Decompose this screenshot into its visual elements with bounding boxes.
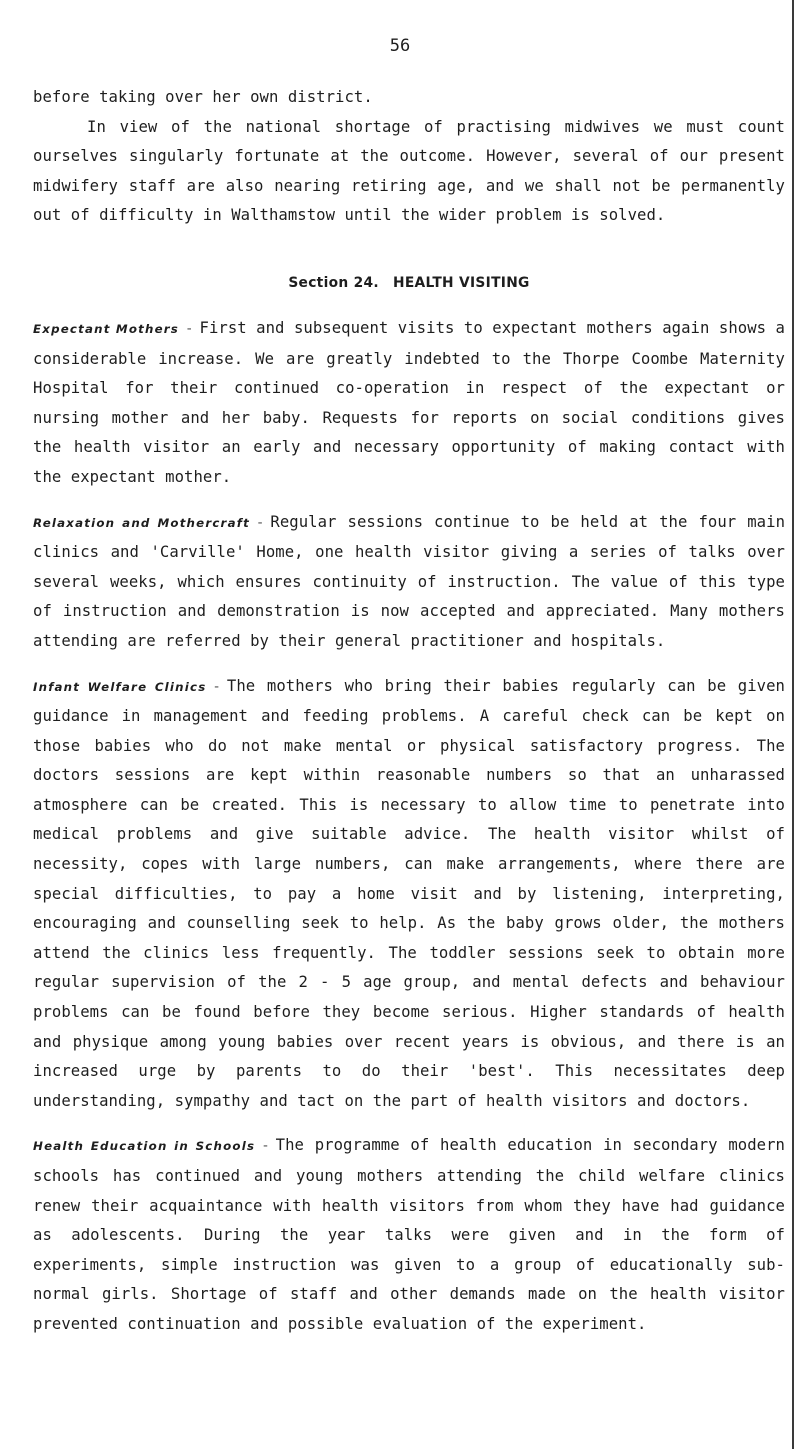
- page-content: [33, 83, 785, 1355]
- paragraph-text: First and subsequent visits to expectant mothers again shows a considerable increase. We are greatly indebted to the Thorpe Coombe Maternity Hospital for their continued co-operation in respect of the expectant or nursing mother and her baby. Requests for reports on social conditions gives the health visitor an early and necessary opportunity of making contact with the expectant mother.: [33, 318, 785, 486]
- subheading-expectant-mothers: Expectant Mothers: [33, 321, 180, 336]
- paragraph-text: The mothers who bring their babies regularly can be given guidance in management and feeding problems. A careful check can be kept on those babies who do not make mental or physical satisfactory progress. The doctors sessions are kept within reasonable numbers so that an unharassed atmosphere can be created. This is necessary to allow time to penetrate into medical problems and give suitable advice. The health visitor whilst of necessity, copes with large numbers, can make arrangements, where there are special difficulties, to pay a home visit and by listening, interpreting, encouraging and counselling seek to help. As the baby grows older, the mothers attend the clinics less frequently. The toddler sessions seek to obtain more regular supervision of the 2 - 5 age group, and mental defects and behaviour problems can be found before they become serious. Higher standards of health and physique among young babies over recent years is obvious, and there is an increased urge by parents to do their 'best'. This necessitates deep understanding, sympathy and tact on the part of health visitors and doctors.: [33, 676, 785, 1110]
- section-heading: [33, 272, 785, 294]
- intro-continuation: before taking over her own district.: [33, 88, 373, 106]
- paragraph-health-education-schools: [33, 1131, 785, 1339]
- subheading-separator: -: [185, 320, 194, 337]
- subheading-separator: -: [255, 514, 265, 531]
- subheading-infant-welfare-clinics: Infant Welfare Clinics: [33, 679, 207, 694]
- subheading-health-education-schools: Health Education in Schools: [33, 1139, 256, 1154]
- subheading-separator: -: [212, 678, 221, 695]
- subheading-relaxation-mothercraft: Relaxation and Mothercraft: [33, 515, 250, 530]
- intro-paragraph: In view of the national shortage of practising midwives we must count ourselves singularly fortunate at the outcome. However, several of our present midwifery staff are also nearing retiring age, and we shall not be permanently out of difficulty in Walthamstow until the wider problem is solved.: [33, 117, 785, 225]
- page-number: 56: [389, 36, 411, 56]
- paragraph-relaxation-mothercraft: [33, 508, 785, 657]
- section-number: Section 24.: [288, 274, 379, 291]
- subheading-separator: -: [261, 1138, 270, 1155]
- paragraph-text: The programme of health education in secondary modern schools has continued and young mothers attending the child welfare clinics renew their acquaintance with health visitors from whom they have had guidance as adolescents. During the year talks were given and in the form of experiments, simple instruction was given to a group of educationally sub-normal girls. Shortage of staff and other demands made on the health visitor prevented continuation and possible evaluation of the experiment.: [33, 1136, 785, 1333]
- paragraph-text: Regular sessions continue to be held at the four main clinics and 'Carville' Home, one health visitor giving a series of talks over several weeks, which ensures continuity of instruction. The value of this type of instruction and demonstration is now accepted and appreciated. Many mothers attending are referred by their general practitioner and hospitals.: [33, 512, 786, 650]
- paragraph-expectant-mothers: [33, 314, 785, 493]
- page-edge-line: [792, 0, 794, 1449]
- section-title: HEALTH VISITING: [392, 274, 530, 291]
- paragraph-infant-welfare-clinics: [33, 672, 785, 1117]
